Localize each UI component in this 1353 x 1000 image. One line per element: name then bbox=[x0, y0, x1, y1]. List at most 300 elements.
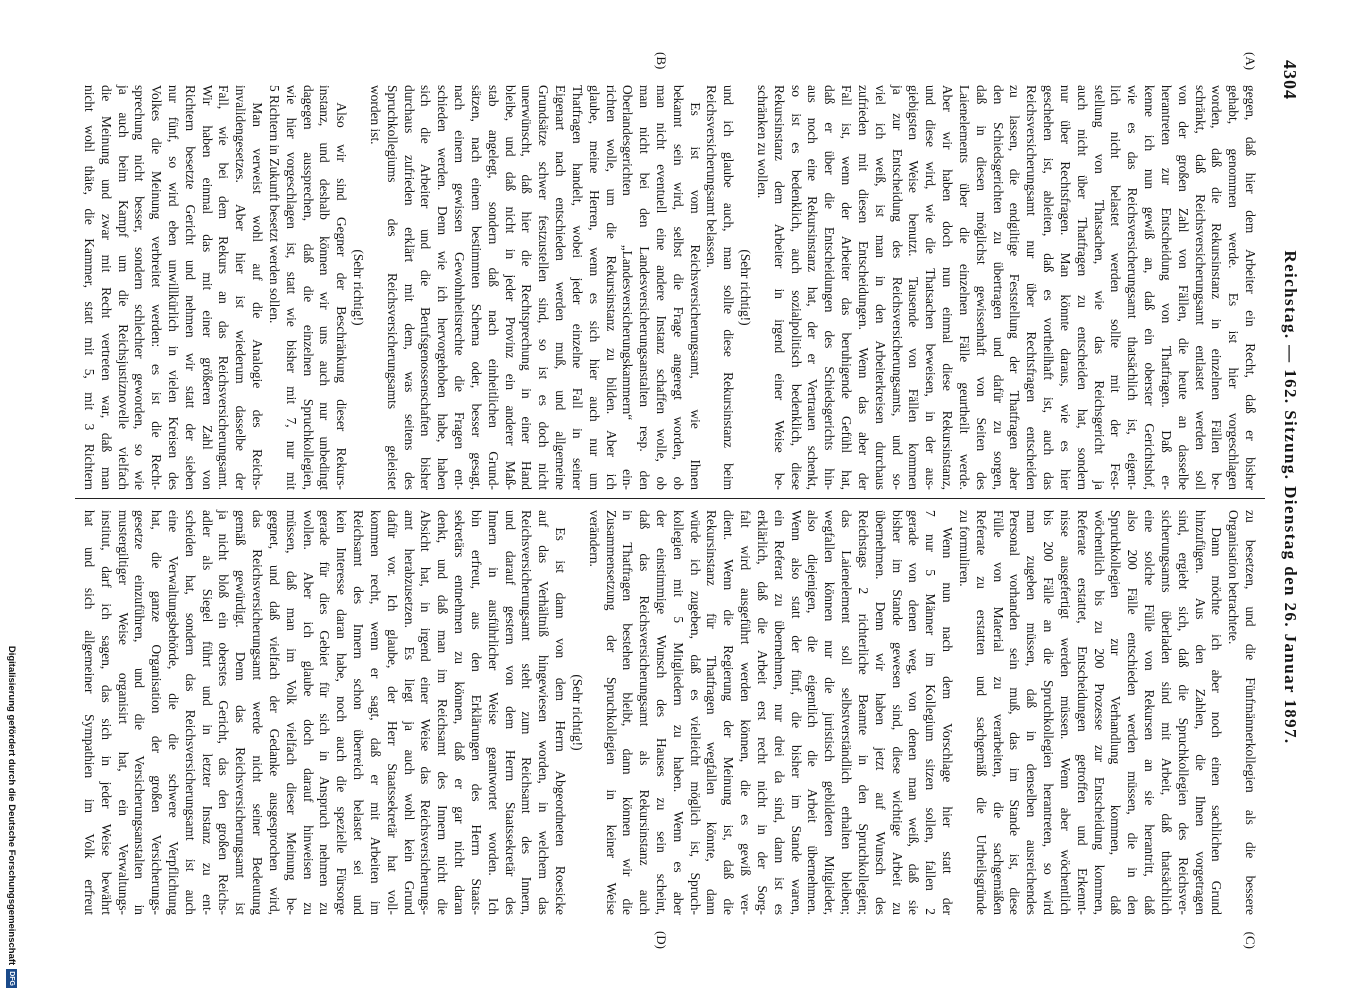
line-text: gerade von denen weg, von denen man weiß, daß sie bbox=[906, 510, 922, 915]
text-line bbox=[736, 85, 753, 490]
text-line bbox=[518, 85, 535, 490]
line-text: (Sehr richtig!) bbox=[738, 249, 754, 326]
text-line bbox=[938, 85, 955, 490]
text-line bbox=[770, 85, 787, 490]
digitization-note-text: Digitalisierung gefördert durch die Deutsche Forschungsgemeinschaft bbox=[6, 645, 18, 966]
text-line bbox=[787, 85, 804, 490]
line-text: hinzufügen. Aus den Zahlen, die Ihnen vorgetragen bbox=[1192, 510, 1208, 915]
line-text: man nicht bei den Landesversicherungsanstalten resp. den bbox=[637, 85, 653, 490]
line-text: Zusammensetzung der Spruchkollegien in keiner Weise bbox=[603, 510, 619, 915]
paragraph bbox=[366, 52, 703, 490]
line-text: dient. Wenn die Regierung der Meinung ist, daß die bbox=[721, 510, 737, 915]
text-line bbox=[635, 510, 652, 915]
text-line bbox=[231, 510, 248, 915]
text-line bbox=[989, 510, 1006, 915]
text-line bbox=[1241, 52, 1258, 490]
line-text: Fall ist, wenn der Arbeiter das beruhigende Gefühl hat, bbox=[839, 85, 855, 490]
line-text: zu formuliren. bbox=[956, 510, 972, 587]
text-line bbox=[871, 85, 888, 490]
text-line bbox=[164, 85, 181, 490]
text-line bbox=[888, 85, 905, 490]
text-line bbox=[1039, 510, 1056, 915]
line-text: bekannt sein wird, selbst die Frage angeregt worden, ob bbox=[670, 85, 686, 490]
line-text: bleibe, und daß nicht in jeder Provinz ein anderer Maß- bbox=[502, 85, 518, 490]
line-text: 5 Richtern in Zukunft besetzt werden sollen. bbox=[266, 85, 282, 324]
line-text: Also wir sind Gegner der Beschränkung dieser Rekurs- bbox=[334, 102, 350, 490]
line-text: Referate erstattet, Entscheidungen getroffen und Erkennt- bbox=[1074, 510, 1090, 915]
text-line bbox=[299, 510, 316, 915]
line-text: also 200 Fälle entschieden werden müssen, die in den bbox=[1125, 510, 1141, 915]
text-line bbox=[871, 510, 888, 915]
text-line bbox=[282, 510, 299, 915]
text-line bbox=[1174, 510, 1191, 915]
line-text: kommen recht, wenn er sagt, daß er mit Arbeiten im bbox=[367, 510, 383, 915]
line-text: richten wolle, um die Rekursinstanz zu bilden. Aber ich bbox=[603, 85, 619, 490]
line-text: Spruchkollegien zur Verhandlung kommen, daß bbox=[1108, 510, 1124, 915]
line-text: Personal vorhanden sein muß, das im Stande ist, diese bbox=[1007, 510, 1023, 915]
line-text: ein Referat zu übernehmen, nur drei da sind, dann ist es bbox=[771, 510, 787, 915]
margin-marker: (A) bbox=[1243, 52, 1258, 71]
margin-marker: (B) bbox=[654, 52, 670, 70]
text-line bbox=[1039, 85, 1056, 490]
text-line bbox=[400, 510, 417, 915]
text-line bbox=[619, 510, 636, 915]
text-line bbox=[669, 510, 686, 915]
line-text: sekretärs entnehmen zu können, daß er gar nicht daran bbox=[452, 510, 468, 915]
text-line bbox=[97, 510, 114, 915]
text-line bbox=[652, 510, 670, 949]
line-text: Organisation betrachtete. bbox=[1226, 510, 1242, 645]
line-text: Innern in ausführlicher Weise geantwortet worden. Ich bbox=[485, 510, 501, 915]
line-text: (Sehr richtig!) bbox=[569, 674, 585, 751]
text-line bbox=[299, 85, 316, 490]
line-text: hat und sich allgemeiner Sympathien im Volk erfreut bbox=[81, 510, 97, 915]
line-text: Wir haben einmal das mit einer größeren Zahl von bbox=[199, 85, 215, 490]
text-line bbox=[787, 510, 804, 915]
paragraph bbox=[80, 510, 568, 915]
line-text: Reichsamt des Innern schon überreich belastet sei und bbox=[351, 510, 367, 915]
text-line bbox=[1157, 85, 1174, 490]
text-line bbox=[366, 85, 383, 490]
text-line bbox=[433, 510, 450, 915]
line-text: schränkt, daß Reichsversicherungsamt entlastet werden soll bbox=[1192, 85, 1208, 490]
text-line bbox=[1208, 510, 1225, 915]
line-text: unerwünscht, daß hier die Rechtsprechung in einer Hand bbox=[519, 85, 535, 490]
line-text: Aber wir haben doch nun einmal diese Rekursinstanz, bbox=[940, 85, 956, 490]
line-text: und darauf gestern von dem Herrn Staatssekretär des bbox=[502, 510, 518, 915]
line-text: ja nicht bloß ein oberstes Gericht, das den großen Reichs- bbox=[216, 510, 232, 915]
text-line bbox=[349, 85, 366, 490]
text-line bbox=[1174, 85, 1191, 490]
line-text: mustergiltiger Weise organisirt hat, ein Verwaltungs- bbox=[115, 510, 131, 915]
line-text: würde ich zugeben, daß es vielleicht möglich ist, Spruch- bbox=[687, 510, 703, 915]
text-line bbox=[417, 85, 434, 490]
text-line bbox=[265, 510, 282, 915]
line-text: eine solche Fülle von Rekursen an sie herantritt, daß bbox=[1142, 510, 1158, 915]
line-text: nicht wohl thäte, die Kammer, statt mit 5, mit 3 Richtern bbox=[81, 85, 97, 490]
line-text: wegfallen können nur die juristisch gebildeten Mitglieder, bbox=[822, 510, 838, 915]
text-line bbox=[619, 85, 636, 490]
line-text: Fall, wie bei dem Rekurs an das Reichsversicherungsamt. bbox=[216, 85, 232, 490]
text-line bbox=[551, 85, 568, 490]
line-text: 7 nur 5 Männer im Kollegium sitzen sollen, fallen 2 bbox=[923, 510, 939, 915]
margin-marker: (C) bbox=[1243, 931, 1258, 949]
line-text: sind, ergiebt sich, daß die Spruchkollegien des Reichsver- bbox=[1175, 510, 1191, 915]
line-text: nur über Rechtsfragen. Man könnte daraus, wie es hier bbox=[1057, 85, 1073, 490]
line-text: der einstimmige Wunsch des Hauses zu sein scheint, bbox=[654, 510, 670, 915]
line-text: Richtern besetzte Gericht und nehmen wir statt der sieben bbox=[182, 85, 198, 490]
text-line bbox=[1123, 85, 1140, 490]
line-text: und ich glaube auch, man sollte diese Rekursinstanz beim bbox=[721, 85, 737, 490]
text-line bbox=[972, 85, 989, 490]
text-line bbox=[837, 85, 854, 490]
text-line bbox=[181, 85, 198, 490]
text-line bbox=[467, 510, 484, 915]
text-line bbox=[1107, 85, 1124, 490]
paragraph bbox=[265, 85, 349, 490]
text-line bbox=[921, 510, 938, 915]
text-line bbox=[198, 85, 215, 490]
text-line bbox=[686, 510, 703, 915]
text-line bbox=[804, 85, 821, 490]
text-line bbox=[467, 85, 484, 490]
header-title: Reichstag. — 162. Sitzung. Dienstag den 26. Januar 1897. bbox=[1281, 250, 1300, 745]
line-text: falt wird ausgeführt werden können, die es gewiß ver- bbox=[738, 510, 754, 915]
line-text: invalidengesetzes. Aber hier ist wiederum dasselbe der bbox=[233, 85, 249, 490]
line-text: von der großen Zahl von Fällen, die heute an dasselbe bbox=[1175, 85, 1191, 490]
column-divider bbox=[75, 498, 1265, 499]
text-line bbox=[1241, 510, 1258, 949]
text-line bbox=[131, 510, 148, 915]
digitization-note bbox=[5, 560, 19, 988]
line-text: Referate zu erstatten und sachgemäß die Urtheilsgründe bbox=[973, 510, 989, 915]
line-text: giebigsten Weise benutzt. Tausende von Fällen kommen bbox=[906, 85, 922, 490]
line-text: das Reichsversicherungsamt werde nicht seiner Bedeutung bbox=[250, 510, 266, 915]
line-text: den Schiedsgerichten zu übertragen und dafür zu sorgen, bbox=[990, 85, 1006, 490]
line-text: gerade für dies Gebiet für sich in Anspruch nehmen zu bbox=[317, 510, 333, 915]
line-text: das Laienelement soll selbstverständlich erhalten bleiben; bbox=[839, 510, 855, 915]
line-text: schränken zu wollen. bbox=[754, 85, 770, 199]
interjection bbox=[349, 85, 366, 490]
line-text: lich nicht belastet werden sollte mit der Fest- bbox=[1108, 85, 1124, 490]
text-line bbox=[972, 510, 989, 915]
text-line bbox=[501, 85, 518, 490]
text-line bbox=[1006, 85, 1023, 490]
text-line bbox=[248, 510, 265, 915]
text-line bbox=[534, 510, 551, 915]
text-line bbox=[147, 85, 164, 490]
line-text: sich die Arbeiter und die Berufsgenossenschaften bisher bbox=[418, 85, 434, 490]
text-line bbox=[484, 85, 501, 490]
line-text: glaube, meine Herren, wenn es sich hier auch nur um bbox=[586, 85, 602, 490]
text-line bbox=[551, 510, 568, 915]
text-line bbox=[1191, 510, 1208, 915]
line-text: Reichsversicherungsamt steht zum Reichsamt des Innern, bbox=[519, 510, 535, 915]
line-text: Wenn also statt der fünf, die bisher im Stande waren, bbox=[788, 510, 804, 915]
line-text: Spruchkollegiums des Reichsversicherungsamts geleistet bbox=[384, 85, 400, 490]
running-header bbox=[1277, 60, 1303, 935]
line-text: auf das Verhältniß hingewiesen worden, in welchem das bbox=[536, 510, 552, 915]
text-line bbox=[215, 85, 232, 490]
column-right bbox=[80, 510, 1258, 949]
text-line bbox=[366, 510, 383, 915]
line-text: gegen, daß hier dem Arbeiter ein Recht, daß er bisher bbox=[1243, 85, 1258, 490]
text-line bbox=[1157, 510, 1174, 915]
text-line bbox=[248, 85, 265, 490]
line-text: eine Verwaltungsbehörde, die die schwere Verpflichtung bbox=[166, 510, 181, 915]
text-line bbox=[316, 510, 333, 915]
line-text: gesetze einzuführen, und die Versicherungsanstalten in bbox=[132, 510, 148, 915]
text-line bbox=[383, 85, 400, 490]
text-line bbox=[450, 85, 467, 490]
paragraph bbox=[1224, 510, 1258, 949]
line-text: Fülle von Material zu verarbeiten, die sachgemäßen bbox=[990, 510, 1006, 915]
line-text: gegnet, und daß vielfach der Gedanke ausgesprochen wird, bbox=[266, 510, 282, 915]
line-text: amt herabzusetzen. Es liegt ja auch wohl kein Grund bbox=[401, 510, 417, 915]
line-text: geschehen ist, ableiten, daß es vortheilhaft ist, auch das bbox=[1041, 85, 1057, 490]
line-text: man nicht eventuell eine andere Instanz schaffen wolle, ob bbox=[654, 85, 670, 490]
line-text: Reichsversicherungsamt nur über Rechtsfragen entscheiden bbox=[1024, 85, 1040, 490]
text-line bbox=[433, 85, 450, 490]
text-line bbox=[332, 85, 349, 490]
line-text: kollegien mit 5 Mitgliedern zu haben. Wenn es aber bbox=[670, 510, 686, 915]
line-text: Wenn nun nach dem Vorschlage hier statt der bbox=[940, 527, 956, 915]
line-text: denkt, und daß man im Reichsamt des Innern nicht die bbox=[435, 510, 451, 915]
line-text: viel ich weiß, ist man in den Arbeiterkreisen durchaus bbox=[872, 85, 888, 490]
text-line bbox=[669, 85, 686, 490]
text-line bbox=[720, 510, 737, 915]
text-line bbox=[80, 85, 97, 490]
text-line bbox=[1056, 85, 1073, 490]
line-text: stab angelegt, sondern daß nach einheitlichen Grund- bbox=[485, 85, 501, 490]
line-text: Reichsversicherungsamt belassen. bbox=[704, 85, 720, 268]
text-line bbox=[1090, 510, 1107, 915]
text-line bbox=[265, 85, 282, 490]
text-line bbox=[400, 85, 417, 490]
line-text: schieden werden. Denn wie ich hervorgehoben habe, haben bbox=[435, 85, 451, 490]
text-line bbox=[703, 85, 720, 490]
text-line bbox=[602, 85, 619, 490]
text-line bbox=[770, 510, 787, 915]
text-line bbox=[753, 510, 770, 915]
line-text: auch nicht über Thatfragen zu entscheiden hat, sondern bbox=[1074, 85, 1090, 490]
line-text: zu besetzen, und die Fünfmännerkollegien als die bessere bbox=[1243, 510, 1258, 915]
line-text: kenne ich nun gewiß an, daß ein oberster Gerichtshof, bbox=[1142, 85, 1158, 490]
paragraph bbox=[955, 510, 1224, 915]
text-line bbox=[1224, 510, 1241, 915]
column-left bbox=[80, 52, 1258, 490]
text-line bbox=[905, 510, 922, 915]
line-text: Rekursinstanz für Thatfragen wegfallen könnte, dann bbox=[704, 510, 720, 915]
line-text: sicherungsamts überladen sind mit Arbeit, daß thatsächlich bbox=[1158, 510, 1174, 915]
line-text: gemäß gewürdigt. Denn das Reichsversicherungsamt ist bbox=[233, 510, 249, 915]
text-line bbox=[97, 85, 114, 490]
line-text: sätzen, nach einem bestimmten Schema oder, besser gesagt, bbox=[468, 85, 484, 490]
text-line bbox=[568, 85, 585, 490]
text-line bbox=[854, 85, 871, 490]
line-text: worden ist. bbox=[367, 85, 383, 145]
line-text: dafür vor. Ich glaube, der Herr Staatssekretär hat voll- bbox=[384, 510, 400, 915]
text-line bbox=[114, 510, 131, 915]
line-text: stellung von Thatsachen, wie das Reichsgericht ja bbox=[1091, 85, 1107, 490]
paragraph bbox=[753, 52, 1258, 490]
text-line bbox=[652, 52, 670, 490]
text-line bbox=[164, 510, 181, 915]
text-line bbox=[282, 85, 299, 490]
line-text: nach einem gewissen Gewohnheitsrechte die Fragen ent- bbox=[452, 85, 468, 490]
text-line bbox=[215, 510, 232, 915]
interjection bbox=[736, 85, 753, 490]
paragraph bbox=[703, 85, 737, 490]
text-line bbox=[820, 510, 837, 915]
line-text: Grundsätze schwer festzustellen sind, so ist es doch nicht bbox=[536, 85, 552, 490]
text-line bbox=[1006, 510, 1023, 915]
line-text: institut, darf ich sagen, das sich in jeder Weise bewährt bbox=[98, 510, 114, 915]
text-line bbox=[1090, 85, 1107, 490]
text-line bbox=[955, 85, 972, 490]
line-text: nisse ausgefertigt werden müssen. Wenn aber wöchentlich bbox=[1057, 510, 1073, 915]
text-line bbox=[383, 510, 400, 915]
line-text: gehabt, genommen werde. Es ist hier vorgeschlagen bbox=[1226, 85, 1242, 490]
line-text: man zugeben müssen, daß in denselben ausreichendes bbox=[1024, 510, 1040, 915]
line-text: bin erfreut, aus den Erklärungen des Herrn Staats- bbox=[468, 510, 484, 915]
text-line bbox=[1208, 85, 1225, 490]
line-text: Thatfragen handelt, wobei jeder einzelne Fall in seiner bbox=[569, 85, 585, 490]
text-line bbox=[1140, 510, 1157, 915]
line-text: scheiden hat, sondern das Reichsversicherungsamt ist auch bbox=[182, 510, 198, 915]
text-line bbox=[450, 510, 467, 915]
text-line bbox=[114, 85, 131, 490]
line-text: und diese wird, wie die Thatsachen beweisen, in der aus- bbox=[923, 85, 939, 490]
text-line bbox=[181, 510, 198, 915]
text-line bbox=[585, 510, 602, 915]
text-line bbox=[80, 510, 97, 915]
text-line bbox=[720, 85, 737, 490]
text-line bbox=[147, 510, 164, 915]
text-line bbox=[938, 510, 955, 915]
paragraph bbox=[585, 510, 956, 949]
text-line bbox=[1056, 510, 1073, 915]
line-text: daß in diesen möglichst gewissenhaft von Seiten des bbox=[973, 85, 989, 490]
text-line bbox=[1123, 510, 1140, 915]
text-line bbox=[955, 510, 972, 915]
text-line bbox=[1140, 85, 1157, 490]
paragraph bbox=[80, 85, 265, 490]
line-text: so ist es bedenklich, auch sozialpolitisch bedenklich, diese bbox=[788, 85, 804, 490]
line-text: Reichstags 2 richterliche Beamte in den Spruchkollegien; bbox=[855, 510, 871, 915]
text-line bbox=[1224, 85, 1241, 490]
line-text: zufrieden mit diesen Entscheidungen. Wenn das aber der bbox=[855, 85, 871, 490]
text-line bbox=[484, 510, 501, 915]
line-text: wollen. Aber ich glaube doch darauf hinweisen zu bbox=[300, 510, 316, 915]
text-line bbox=[703, 510, 720, 915]
text-line bbox=[1191, 85, 1208, 490]
line-text: kein Interesse daran habe, noch auch die spezielle Fürsorge bbox=[334, 510, 350, 915]
line-text: Es ist vom Reichsversicherungsamt, wie Ihnen bbox=[687, 102, 703, 490]
line-text: übernehmen. Denn wir haben jetzt auf Wunsch des bbox=[872, 510, 888, 915]
text-line bbox=[518, 510, 535, 915]
text-line bbox=[736, 510, 753, 915]
text-line bbox=[417, 510, 434, 915]
text-line bbox=[332, 510, 349, 915]
text-line bbox=[602, 510, 619, 915]
line-text: sprechung nicht besser, sondern schlechter geworden, so wie bbox=[132, 85, 148, 490]
line-text: wie es das Reichsversicherungsamt thatsächlich ist, eigent- bbox=[1125, 85, 1141, 490]
dfg-logo: DFG bbox=[8, 971, 16, 986]
text-line bbox=[1073, 85, 1090, 490]
text-line bbox=[1022, 510, 1039, 915]
text-line bbox=[989, 85, 1006, 490]
line-text: instanz, und deshalb können wir uns auch nur unbedingt bbox=[317, 85, 333, 490]
text-line bbox=[1022, 85, 1039, 490]
line-text: Es ist dann von dem Herrn Abgeordneten Roesicke bbox=[553, 527, 569, 915]
line-text: aus noch eine Rekursinstanz hat, der er Vertrauen schenkt, bbox=[805, 85, 821, 490]
line-text: erklärlich, daß die Arbeit erst recht nicht in der Sorg- bbox=[754, 510, 770, 915]
text-line bbox=[888, 510, 905, 915]
line-text: daß er über die Entscheidungen des Schiedsgerichts hin- bbox=[822, 85, 838, 490]
line-text: hat, die ganze Organisation der großen Versicherungs- bbox=[149, 510, 165, 915]
line-text: ja auch beim Kampf um die Reichsjustiznovelle vielfach bbox=[115, 85, 131, 490]
line-text: adler als Siegel führt und in letzter Instanz zu ent- bbox=[199, 510, 215, 915]
text-line bbox=[753, 85, 770, 490]
line-text: nur fünf, so wird eben unwillkürlich in vielen Kreisen des bbox=[166, 85, 181, 490]
text-line bbox=[349, 510, 366, 915]
text-line bbox=[568, 510, 585, 915]
text-line bbox=[905, 85, 922, 490]
line-text: bisher im Stande gewesen sind, diese wichtige Arbeit zu bbox=[889, 510, 905, 915]
text-line bbox=[198, 510, 215, 915]
line-text: durchaus zufrieden erklärt mit dem, was seitens des bbox=[401, 85, 417, 490]
text-line bbox=[635, 85, 652, 490]
line-text: zu lassen, die endgiltige Feststellung der Thatfragen aber bbox=[1007, 85, 1023, 490]
line-text: ja zur Entscheidung des Reichsversicherungsamts, und so- bbox=[889, 85, 905, 490]
text-line bbox=[1073, 510, 1090, 915]
line-text: Absicht hat, in irgend einer Weise das Reichsversicherungs- bbox=[418, 510, 434, 915]
text-line bbox=[131, 85, 148, 490]
line-text: müssen, daß man im Volk vielfach dieser Meinung be- bbox=[283, 510, 299, 915]
text-line bbox=[820, 85, 837, 490]
text-line bbox=[804, 510, 821, 915]
line-text: Laienelements über die einzelnen Fälle geurtheilt werde. bbox=[956, 85, 972, 490]
text-line bbox=[585, 85, 602, 490]
text-line bbox=[837, 510, 854, 915]
line-text: in Thatfragen bestehen bleibt, dann können wir die bbox=[620, 510, 636, 915]
line-text: (Sehr richtig!) bbox=[351, 249, 367, 326]
text-line bbox=[686, 85, 703, 490]
line-text: die Meinung und zwar mit Recht vertreten war, daß man bbox=[98, 85, 114, 490]
text-line bbox=[316, 85, 333, 490]
page-number: 4304 bbox=[1280, 60, 1300, 100]
text-line bbox=[921, 85, 938, 490]
line-text: daß das Reichsversicherungsamt als Rekursinstanz auch bbox=[637, 510, 653, 915]
line-text: bis 200 Fälle an die Spruchkollegien herantreten, so wird bbox=[1041, 510, 1057, 915]
interjection bbox=[568, 510, 585, 915]
line-text: Oberlandesgerichten „Landesversicherungskammern“ ein- bbox=[620, 85, 636, 490]
text-line bbox=[501, 510, 518, 915]
line-text: also diejenigen, die eigentlich die Arbeit übernehmen. bbox=[805, 510, 821, 915]
line-text: wöchentlich bis zu 200 Prozesse zur Entscheidung kommen, bbox=[1091, 510, 1107, 915]
line-text: dagegen aussprechen, daß die einzelnen Spruchkollegien, bbox=[300, 85, 316, 490]
text-line bbox=[231, 85, 248, 490]
line-text: Volkes die Meinung verbreitet werden: es ist die Recht- bbox=[149, 85, 165, 490]
line-text: wie hier vorgeschlagen ist, statt wie bisher mit 7, nur mit bbox=[283, 85, 299, 490]
text-line bbox=[534, 85, 551, 490]
margin-marker: (D) bbox=[654, 930, 670, 949]
line-text: Eigenart nach entschieden werden muß, und allgemeine bbox=[553, 85, 569, 490]
line-text: Rekursinstanz dem Arbeiter in irgend einer Weise be- bbox=[771, 85, 787, 490]
line-text: Man verweist wohl auf die Analogie des Reichs- bbox=[250, 102, 266, 490]
line-text: worden, daß die Rekursinstanz in einzelnen Fällen be- bbox=[1209, 85, 1225, 490]
